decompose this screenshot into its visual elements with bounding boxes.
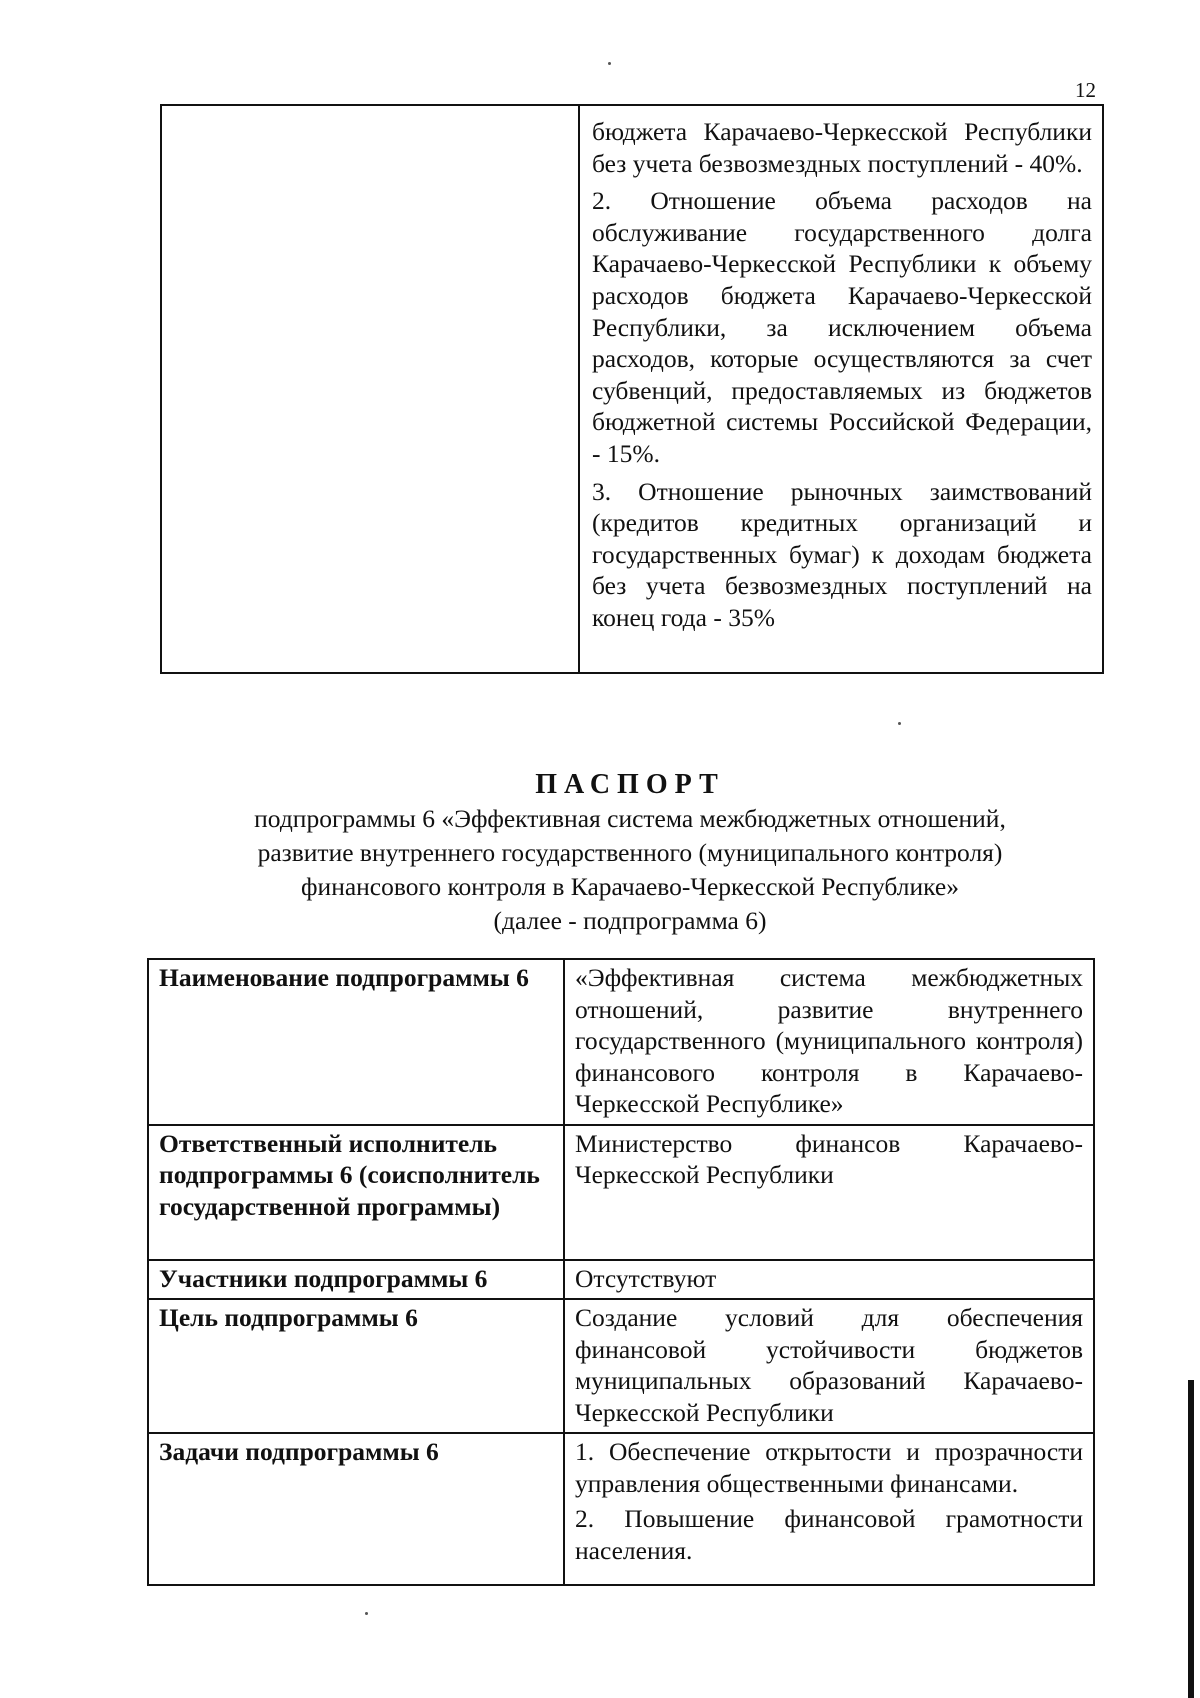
passport-row-tasks: [148, 1433, 1094, 1585]
row-value-text: «Эффективная система межбюджетных отношений, развитие внутреннего государственного (муниципального контроля) финансового контроля в Карачаево-Черкесской Республике»: [575, 963, 1083, 1118]
row-value: [564, 1299, 1094, 1433]
row-value-text: Отсутствуют: [575, 1263, 717, 1293]
row-value-text-2: 2. Повышение финансовой грамотности населения.: [575, 1504, 1083, 1565]
page-number: 12: [1075, 78, 1096, 102]
row-label: Ответственный исполнитель подпрограммы 6 (соисполнитель государственной программы): [148, 1125, 564, 1260]
continuation-paragraph-3: 3. Отношение рыночных заимствований (кредитов кредитных организаций и государственных бумаг) к доходам бюджета без учета безвозмездных поступлений на конец года - 35%: [592, 476, 1092, 632]
passport-title: ПАСПОРТ: [535, 769, 725, 800]
heading-line-3: финансового контроля в Карачаево-Черкесской Республике»: [301, 872, 959, 901]
passport-heading: [0, 768, 1200, 938]
row-label: Цель подпрограммы 6: [148, 1299, 564, 1433]
passport-table: [147, 958, 1095, 1586]
scan-speck: [365, 1612, 368, 1615]
row-label: Задачи подпрограммы 6: [148, 1433, 564, 1585]
row-label: Участники подпрограммы 6: [148, 1260, 564, 1300]
passport-row-participants: [148, 1260, 1094, 1300]
row-value: [564, 1260, 1094, 1300]
passport-row-name: [148, 959, 1094, 1125]
heading-line-2: развитие внутреннего государственного (муниципального контроля): [257, 838, 1003, 867]
scan-speck: [898, 722, 901, 725]
row-value-text: Министерство финансов Карачаево-Черкесской Республики: [575, 1128, 1083, 1189]
row-value-text: Создание условий для обеспечения финансовой устойчивости бюджетов муниципальных образований Карачаево-Черкесской Республики: [575, 1303, 1083, 1427]
continuation-empty-cell: [162, 106, 580, 672]
scan-edge-bar: [1188, 1380, 1194, 1698]
continuation-paragraph-2: 2. Отношение объема расходов на обслуживание государственного долга Карачаево-Черкесской Республики к объему расходов бюджета Карачаево-Черкесской Республики, за исключением объема расходов, которые осуществляются за счет субвенций, предоставляемых из бюджетов бюджетной системы Российской Федерации, - 15%.: [592, 186, 1092, 468]
passport-row-goal: [148, 1299, 1094, 1433]
passport-row-executor: [148, 1125, 1094, 1260]
row-value-text-1: 1. Обеспечение открытости и прозрачности управления общественными финансами.: [575, 1437, 1083, 1498]
continuation-paragraph-1: бюджета Карачаево-Черкесской Республики без учета безвозмездных поступлений - 40%.: [592, 117, 1092, 178]
continuation-table: [160, 104, 1104, 674]
row-value: [564, 1433, 1094, 1585]
row-value: [564, 959, 1094, 1125]
continuation-text-cell: [592, 116, 1092, 634]
heading-line-1: подпрограммы 6 «Эффективная система межбюджетных отношений,: [254, 804, 1006, 833]
row-value: [564, 1125, 1094, 1260]
heading-line-4: (далее - подпрограмма 6): [493, 906, 767, 935]
scan-speck: [608, 62, 611, 65]
row-label: Наименование подпрограммы 6: [148, 959, 564, 1125]
